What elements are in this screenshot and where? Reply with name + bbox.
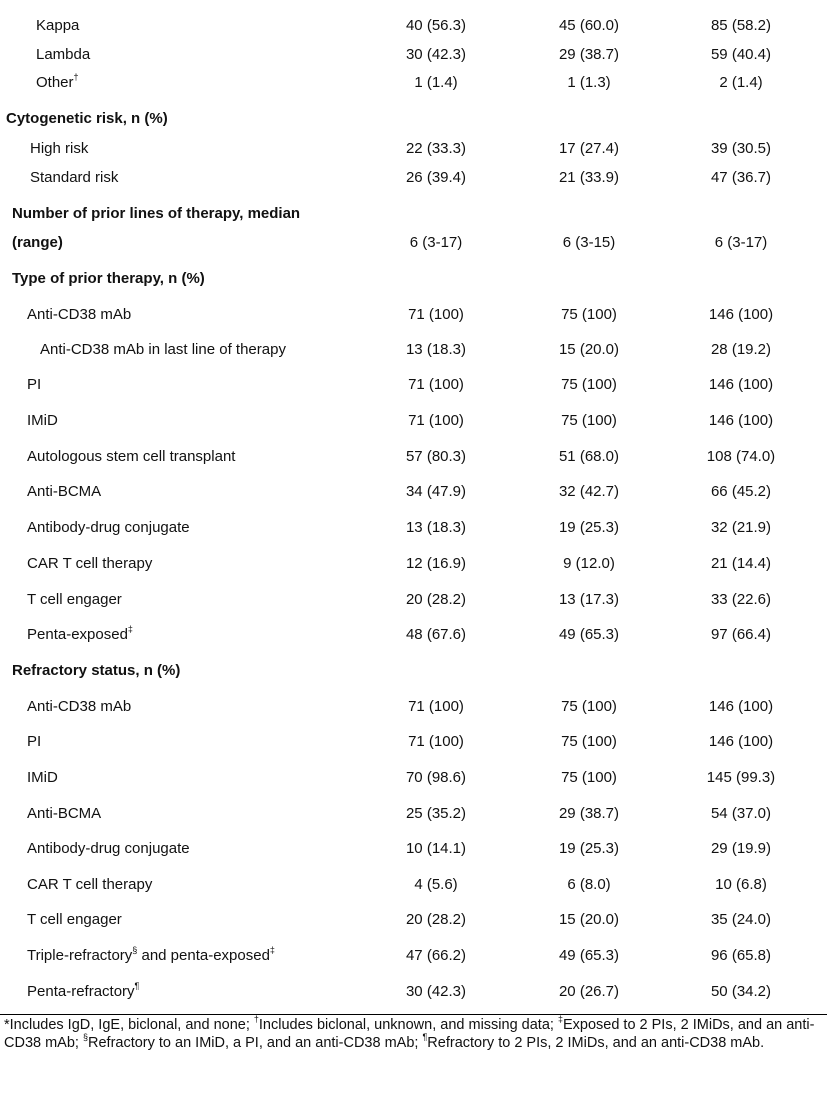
cell-group1: 13 (18.3) <box>405 519 467 536</box>
cell-group2: 19 (25.3) <box>558 840 620 857</box>
cell-total: 108 (74.0) <box>706 448 776 465</box>
cell-total: 146 (100) <box>708 698 774 715</box>
cell-total: 10 (6.8) <box>715 876 767 893</box>
cell-group1: 40 (56.3) <box>405 17 467 34</box>
table-row-asct <box>0 444 831 470</box>
table-row-high-risk <box>0 136 831 162</box>
cell-total: 35 (24.0) <box>710 911 772 928</box>
cell-group2: 29 (38.7) <box>558 46 620 63</box>
row-label: Anti-CD38 mAb in last line of therapy <box>40 341 286 358</box>
cell-group1: 47 (66.2) <box>405 947 467 964</box>
cell-group2: 75 (100) <box>561 376 617 393</box>
footnote-mark: ‡ <box>127 624 133 634</box>
cell-group2: 32 (42.7) <box>558 483 620 500</box>
row-label: High risk <box>30 140 89 157</box>
table-row-adc <box>0 515 831 541</box>
cell-group1: 20 (28.2) <box>405 911 467 928</box>
row-label: CAR T cell therapy <box>27 876 153 893</box>
row-label: CAR T cell therapy <box>27 555 153 572</box>
row-label: Standard risk <box>30 169 119 186</box>
cell-total: 21 (14.4) <box>710 555 772 572</box>
table-row-refractory-adc <box>0 836 831 862</box>
row-label: T cell engager <box>27 591 122 608</box>
row-label: Autologous stem cell transplant <box>27 448 236 465</box>
row-label: Anti-CD38 mAb <box>27 698 132 715</box>
cell-group1: 22 (33.3) <box>405 140 467 157</box>
cell-group2: 17 (27.4) <box>558 140 620 157</box>
cell-group1: 71 (100) <box>408 698 464 715</box>
row-label: Anti-BCMA <box>27 483 102 500</box>
cell-group1: 71 (100) <box>408 376 464 393</box>
cell-total: 28 (19.2) <box>710 341 772 358</box>
table-row-refractory-imid <box>0 765 831 791</box>
cell-group1: 57 (80.3) <box>405 448 467 465</box>
cell-total: 54 (37.0) <box>710 805 772 822</box>
row-label: Kappa <box>36 17 80 34</box>
cell-group1: 6 (3-17) <box>409 234 463 251</box>
cell-group1: 13 (18.3) <box>405 341 467 358</box>
cell-group2: 75 (100) <box>561 698 617 715</box>
cell-total: 146 (100) <box>708 306 774 323</box>
row-label: PI <box>27 733 42 750</box>
cell-total: 47 (36.7) <box>710 169 772 186</box>
table-row-anti-cd38-last-line <box>0 337 831 363</box>
cell-group1: 30 (42.3) <box>405 46 467 63</box>
cell-group2: 21 (33.9) <box>558 169 620 186</box>
row-label: T cell engager <box>27 911 122 928</box>
section-header-refractory-status <box>0 658 831 684</box>
table-row-car-t <box>0 551 831 577</box>
cell-total: 146 (100) <box>708 412 774 429</box>
cell-total: 96 (65.8) <box>710 947 772 964</box>
cell-group1: 48 (67.6) <box>405 626 467 643</box>
table-row-kappa <box>0 13 831 39</box>
table-row-refractory-car-t <box>0 872 831 898</box>
table-row-standard-risk <box>0 165 831 191</box>
cell-group2: 51 (68.0) <box>558 448 620 465</box>
cell-group1: 10 (14.1) <box>405 840 467 857</box>
cell-total: 66 (45.2) <box>710 483 772 500</box>
cell-group1: 71 (100) <box>408 412 464 429</box>
table-row-imid <box>0 408 831 434</box>
table-row-prior-lines-range <box>0 230 831 256</box>
cell-group1: 4 (5.6) <box>414 876 458 893</box>
table-row-t-cell-engager <box>0 587 831 613</box>
cell-group2: 15 (20.0) <box>558 341 620 358</box>
cell-group1: 1 (1.4) <box>414 74 458 91</box>
cell-total: 146 (100) <box>708 376 774 393</box>
cell-group2: 75 (100) <box>561 306 617 323</box>
cell-total: 39 (30.5) <box>710 140 772 157</box>
cell-group2: 15 (20.0) <box>558 911 620 928</box>
cell-group2: 45 (60.0) <box>558 17 620 34</box>
section-title: Cytogenetic risk, n (%) <box>6 110 168 127</box>
row-label: Lambda <box>36 46 91 63</box>
row-label: Other† <box>36 72 79 91</box>
row-label: IMiD <box>27 412 58 429</box>
row-label: Triple-refractory§ and penta-exposed‡ <box>27 945 275 964</box>
cell-group2: 49 (65.3) <box>558 626 620 643</box>
section-header-prior-therapy <box>0 266 831 292</box>
footnote-mark: § <box>132 945 138 955</box>
table-row-refractory-anti-bcma <box>0 801 831 827</box>
table-row-lambda <box>0 42 831 68</box>
table-bottom-rule <box>0 1014 827 1015</box>
cell-group1: 25 (35.2) <box>405 805 467 822</box>
table-row-penta-refractory <box>0 979 831 1005</box>
table-row-penta-exposed <box>0 622 831 648</box>
cell-total: 2 (1.4) <box>719 74 763 91</box>
footnote-mark: ¶ <box>134 981 140 991</box>
cell-group2: 20 (26.7) <box>558 983 620 1000</box>
table-footnote: *Includes IgD, IgE, biclonal, and none; †Includes biclonal, unknown, and missing data; ‡Exposed to 2 PIs, 2 IMiDs, and an anti-CD38 mAb; §Refractory to an IMiD, a PI, and an anti-CD38 mAb; ¶Refractory to 2 PIs, 2 IMiDs, and an anti-CD38 mAb. <box>4 1014 815 1051</box>
cell-group2: 19 (25.3) <box>558 519 620 536</box>
cell-group2: 75 (100) <box>561 733 617 750</box>
cell-total: 50 (34.2) <box>710 983 772 1000</box>
section-title: Refractory status, n (%) <box>12 662 181 679</box>
cell-group2: 6 (8.0) <box>567 876 611 893</box>
table-row-refractory-t-cell-engager <box>0 907 831 933</box>
cell-total: 33 (22.6) <box>710 591 772 608</box>
cell-total: 85 (58.2) <box>710 17 772 34</box>
section-title: Type of prior therapy, n (%) <box>12 270 205 287</box>
cell-total: 146 (100) <box>708 733 774 750</box>
cell-total: 6 (3-17) <box>714 234 768 251</box>
table-row-anti-bcma <box>0 479 831 505</box>
cell-group1: 30 (42.3) <box>405 983 467 1000</box>
section-header-prior-lines <box>0 201 831 227</box>
cell-group1: 71 (100) <box>408 306 464 323</box>
cell-group1: 70 (98.6) <box>405 769 467 786</box>
row-label: (range) <box>12 234 63 251</box>
cell-total: 97 (66.4) <box>710 626 772 643</box>
cell-group1: 12 (16.9) <box>405 555 467 572</box>
cell-group1: 20 (28.2) <box>405 591 467 608</box>
section-header-cytogenetic-risk <box>0 106 831 132</box>
cell-total: 29 (19.9) <box>710 840 772 857</box>
row-label: PI <box>27 376 42 393</box>
cell-group2: 75 (100) <box>561 412 617 429</box>
cell-group2: 1 (1.3) <box>567 74 611 91</box>
row-label: Penta-exposed‡ <box>27 624 133 643</box>
cell-total: 145 (99.3) <box>706 769 776 786</box>
table-row-other <box>0 70 831 96</box>
footnote-mark: † <box>73 72 79 82</box>
cell-total: 32 (21.9) <box>710 519 772 536</box>
cell-group2: 13 (17.3) <box>558 591 620 608</box>
row-label: IMiD <box>27 769 58 786</box>
footnote-mark: ‡ <box>269 945 275 955</box>
row-label: Anti-CD38 mAb <box>27 306 132 323</box>
row-label: Antibody-drug conjugate <box>27 840 190 857</box>
cell-group1: 26 (39.4) <box>405 169 467 186</box>
table-row-refractory-anti-cd38 <box>0 694 831 720</box>
table-row-pi <box>0 372 831 398</box>
cell-group2: 9 (12.0) <box>563 555 615 572</box>
section-title: Number of prior lines of therapy, median <box>12 205 301 222</box>
row-label: Antibody-drug conjugate <box>27 519 190 536</box>
cell-group2: 75 (100) <box>561 769 617 786</box>
row-label: Anti-BCMA <box>27 805 102 822</box>
cell-group1: 34 (47.9) <box>405 483 467 500</box>
cell-group2: 29 (38.7) <box>558 805 620 822</box>
table-row-triple-refractory <box>0 943 831 969</box>
cell-group2: 49 (65.3) <box>558 947 620 964</box>
cell-total: 59 (40.4) <box>710 46 772 63</box>
cell-group1: 71 (100) <box>408 733 464 750</box>
cell-group2: 6 (3-15) <box>562 234 616 251</box>
table-row-refractory-pi <box>0 729 831 755</box>
row-label: Penta-refractory¶ <box>27 981 140 1000</box>
table-row-anti-cd38 <box>0 302 831 328</box>
